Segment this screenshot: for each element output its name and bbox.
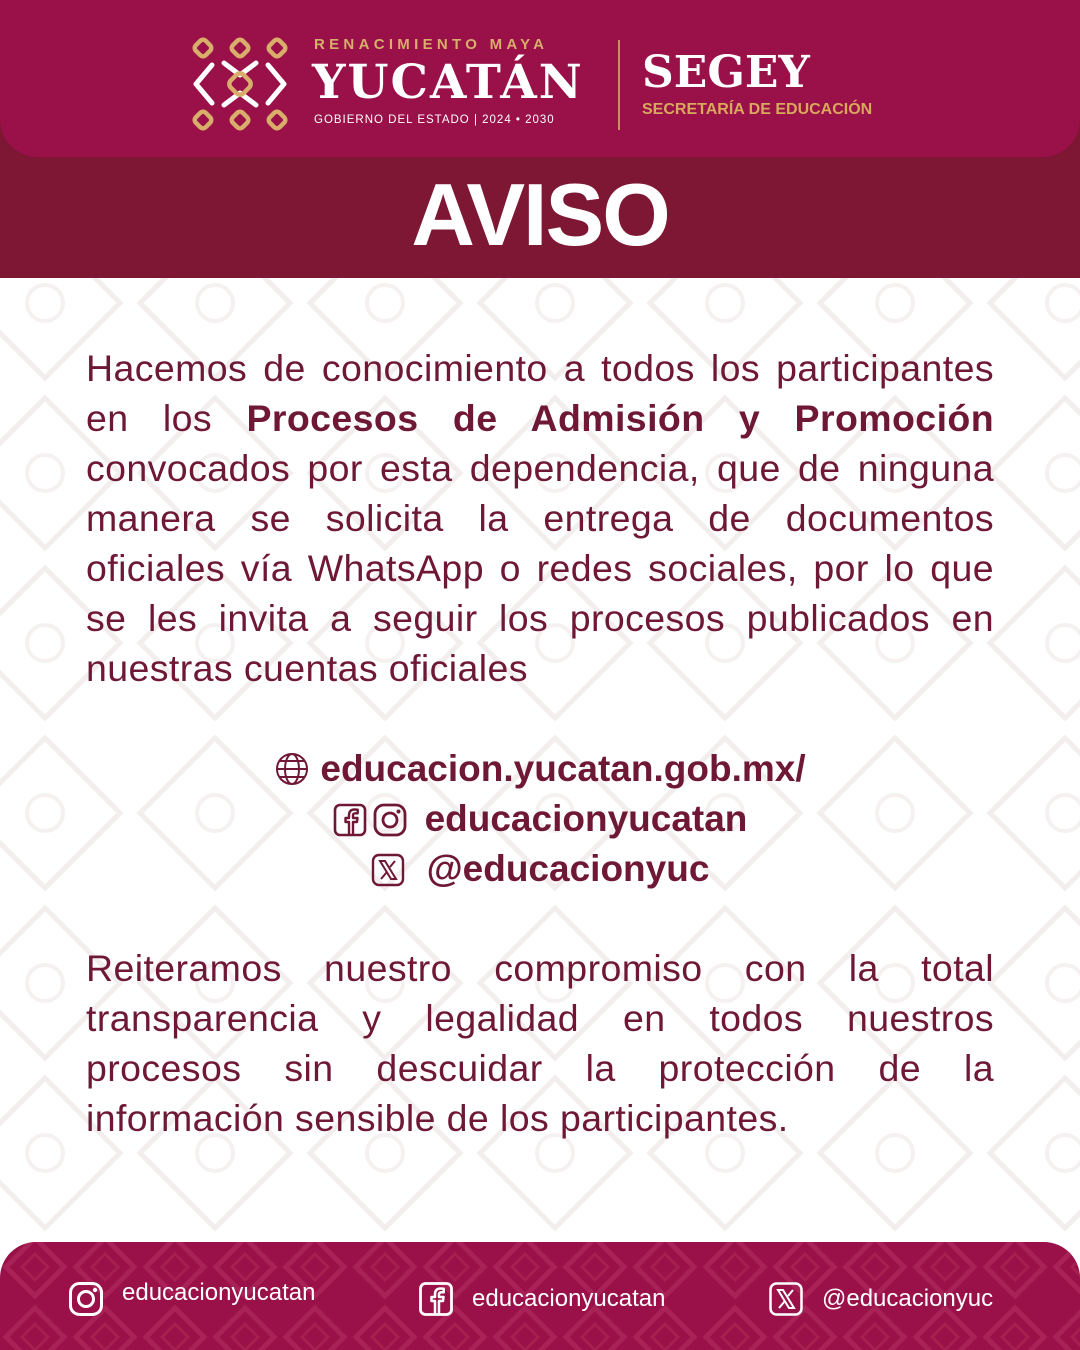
contact-x[interactable] (0, 844, 1080, 894)
contact-facebook-instagram[interactable] (0, 794, 1080, 844)
facebook-icon (418, 1281, 454, 1317)
footer-facebook-handle[interactable]: educacionyucatan (472, 1285, 666, 1312)
contact-website[interactable] (0, 744, 1080, 794)
notice-rest: convocados por esta dependencia, que de ninguna manera se solicita la entrega de documentos oficiales vía WhatsApp o redes sociales, por lo que se les invita a seguir los procesos publicados en nuestras cuentas oficiales (86, 447, 994, 689)
globe-icon (274, 751, 310, 787)
social-handle[interactable]: educacionyucatan (424, 798, 748, 839)
logo-tagline: RENACIMIENTO MAYA (314, 36, 549, 53)
footer-instagram[interactable] (68, 1281, 358, 1321)
x-icon (768, 1281, 804, 1317)
website-link[interactable]: educacion.yucatan.gob.mx/ (320, 748, 806, 789)
logo-state-name: YUCATÁN (312, 55, 584, 110)
logo-government-label: GOBIERNO DEL ESTADO | 2024 • 2030 (314, 114, 555, 126)
instagram-icon (373, 803, 407, 837)
yucatan-logo-icon (190, 35, 290, 133)
footer-x[interactable] (768, 1281, 1058, 1321)
notice-intro: Hacemos de conocimiento a todos los participantes en los (86, 347, 994, 439)
commitment-paragraph: Reiteramos nuestro compromiso con la total transparencia y legalidad en todos nuestros procesos sin descuidar la protección de la información sensible de los participantes. (86, 947, 994, 1139)
notice-paragraph (86, 343, 994, 693)
footer-facebook[interactable] (418, 1281, 708, 1321)
instagram-icon (68, 1281, 104, 1317)
agency-full-name: SECRETARÍA DE EDUCACIÓN (642, 101, 873, 118)
page-title: AVISO (411, 165, 669, 264)
facebook-icon (333, 803, 367, 837)
x-handle[interactable]: @educacionyuc (426, 848, 710, 889)
logo-divider (618, 40, 620, 130)
notice-highlight: Procesos de Admisión y Promoción (246, 397, 994, 439)
agency-name: SEGEY (642, 47, 810, 98)
footer-instagram-handle[interactable]: educacionyucatan (122, 1279, 316, 1306)
x-icon (371, 853, 405, 887)
footer-x-handle[interactable]: @educacionyuc (822, 1285, 994, 1312)
